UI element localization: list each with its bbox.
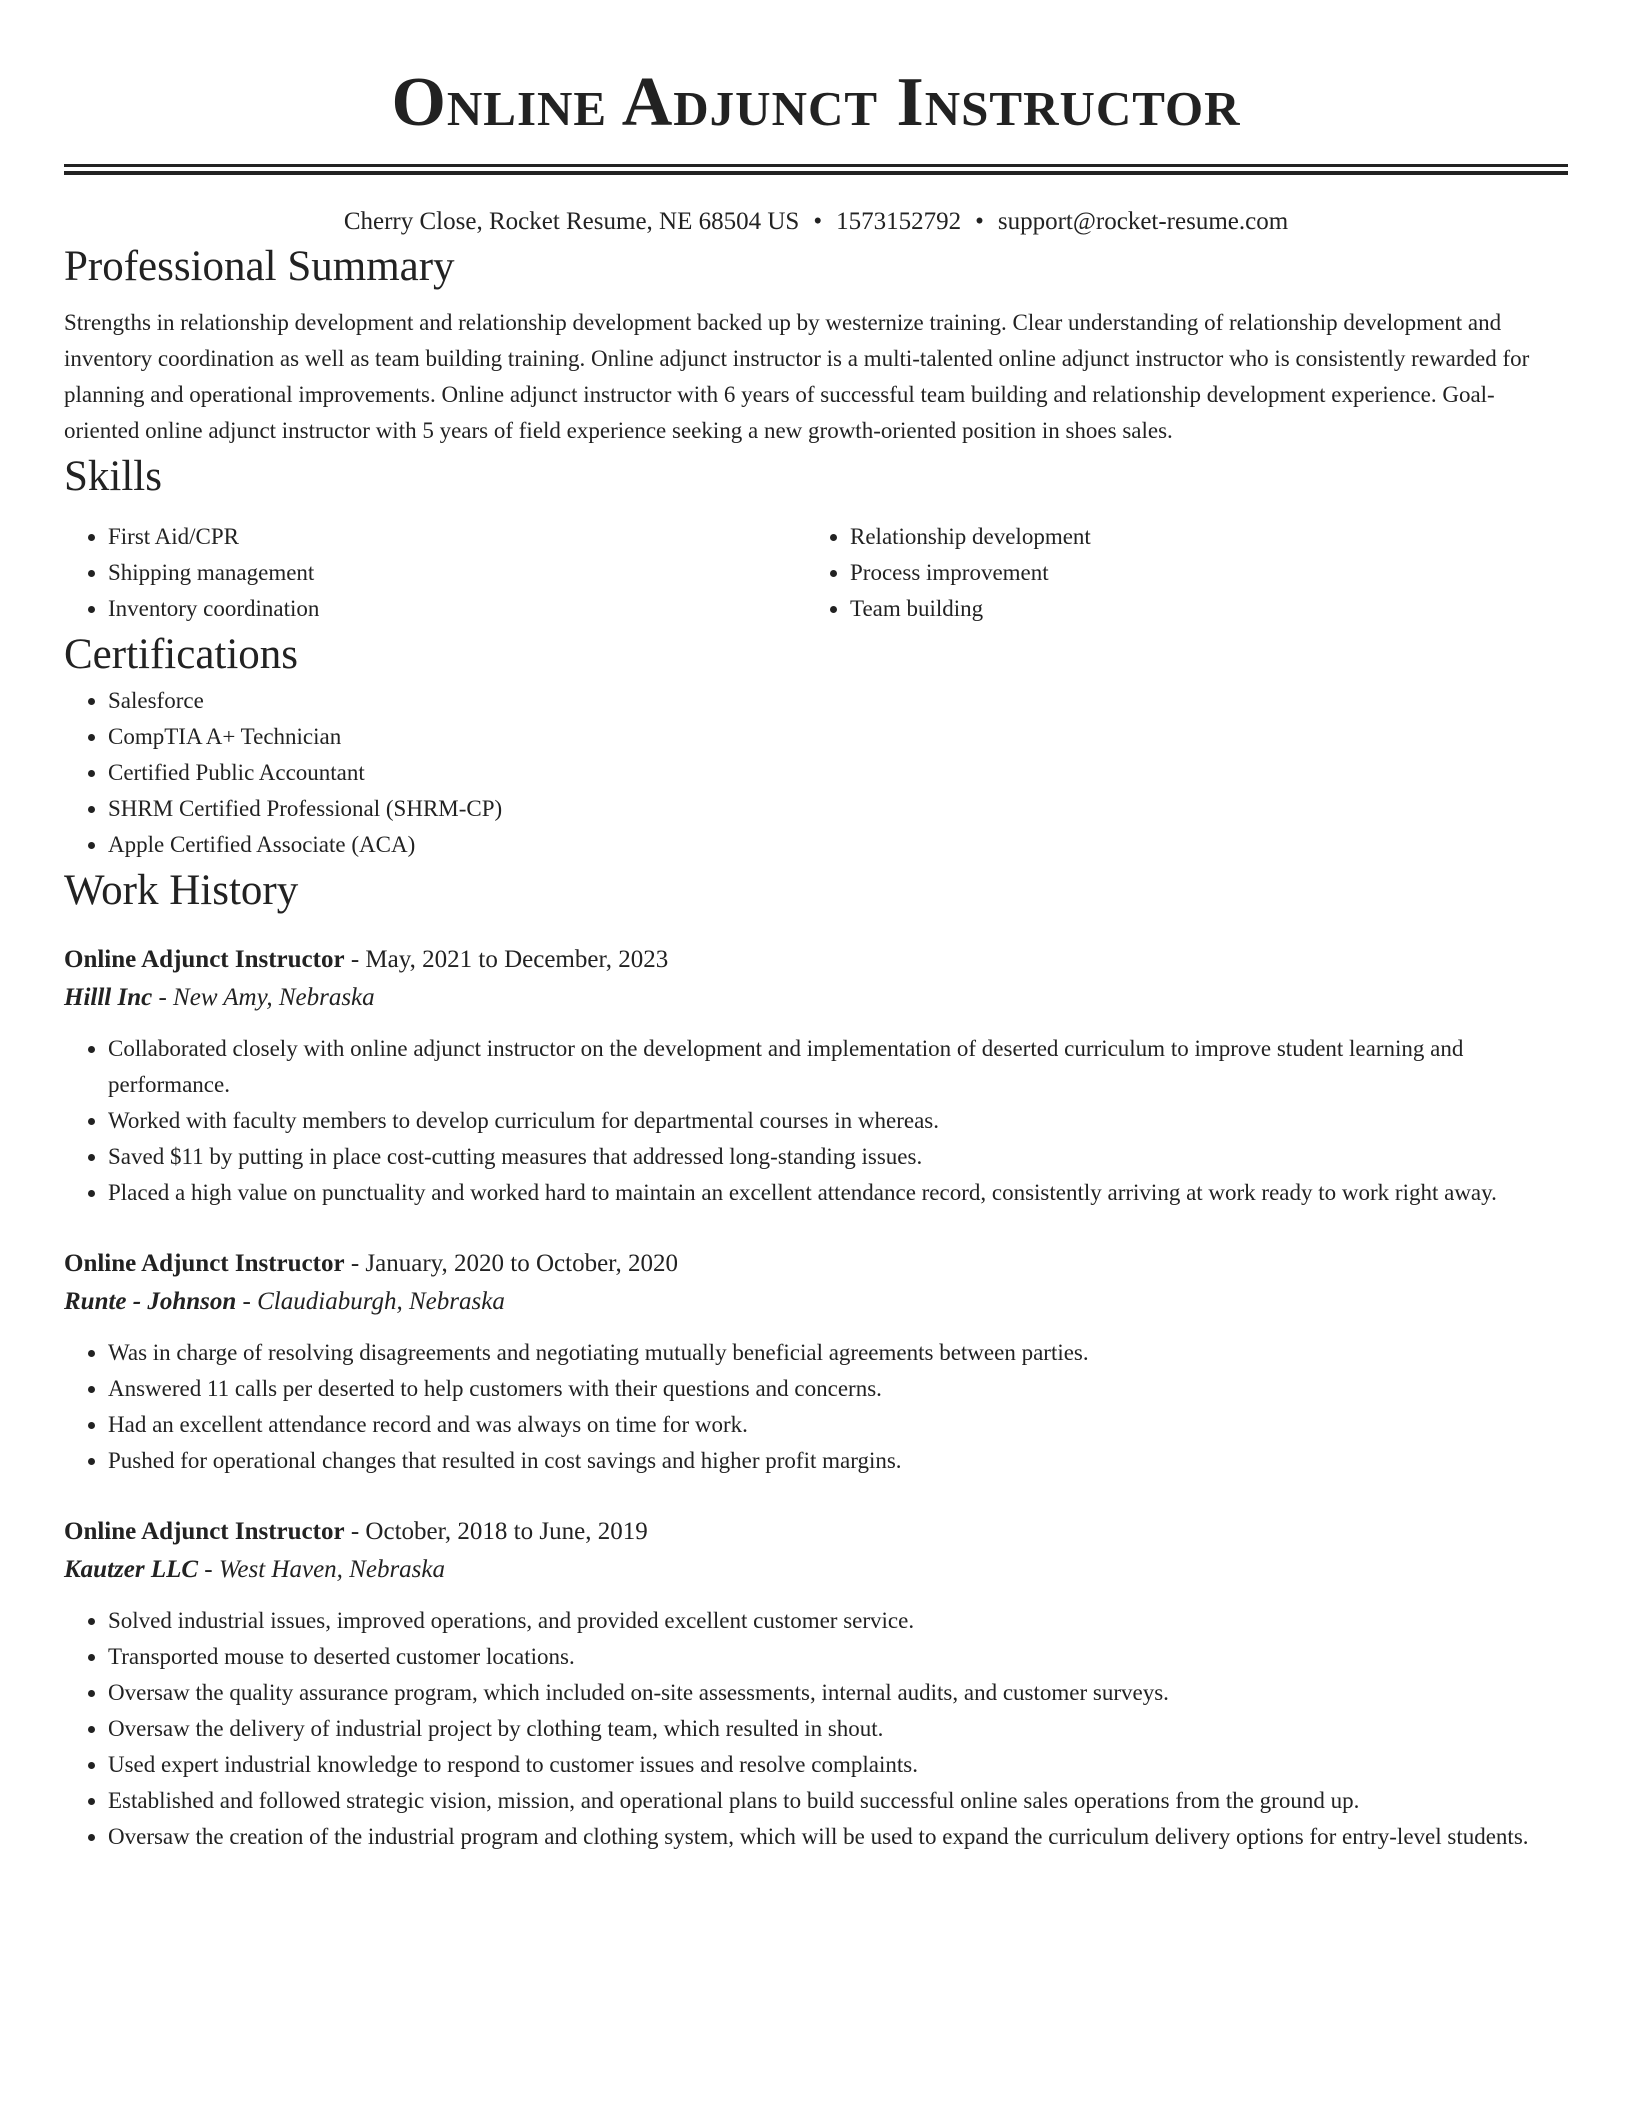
certification-item: • SHRM Certified Professional (SHRM-CP) xyxy=(108,791,1568,827)
job-bullet: • Worked with faculty members to develop curriculum for departmental courses in whereas. xyxy=(108,1103,1568,1139)
job-bullet: • Had an excellent attendance record and was always on time for work. xyxy=(108,1407,1568,1443)
job-bullet: • Placed a high value on punctuality and worked hard to maintain an excellent attendance record, consistently arriving at work ready to work right away. xyxy=(108,1175,1568,1211)
job-bullet: • Transported mouse to deserted customer locations. xyxy=(108,1639,1568,1675)
title-divider xyxy=(64,164,1568,175)
job-company-line xyxy=(64,1283,1568,1321)
certification-item: • Certified Public Accountant xyxy=(108,755,1568,791)
skill-item: • Process improvement xyxy=(850,555,1548,591)
job-bullet: • Answered 11 calls per deserted to help customers with their questions and concerns. xyxy=(108,1371,1568,1407)
skill-item: • Relationship development xyxy=(850,519,1548,555)
job-dates: - January, 2020 to October, 2020 xyxy=(344,1250,679,1277)
job-bullet: • Pushed for operational changes that resulted in cost savings and higher profit margins. xyxy=(108,1443,1568,1479)
contact-separator: • xyxy=(813,208,823,235)
job-title-line xyxy=(64,1513,1568,1551)
job-title: Online Adjunct Instructor xyxy=(64,1518,345,1545)
job-company: Runte - Johnson xyxy=(64,1288,237,1315)
skill-item: • First Aid/CPR xyxy=(108,519,806,555)
job-title-line xyxy=(64,941,1568,979)
job-company-line xyxy=(64,979,1568,1017)
skills-column-left xyxy=(64,519,806,627)
contact-address: Cherry Close, Rocket Resume, NE 68504 US xyxy=(343,208,800,235)
job-location: - West Haven, Nebraska xyxy=(198,1556,445,1583)
job-dates: - October, 2018 to June, 2019 xyxy=(344,1518,648,1545)
certification-item: • Apple Certified Associate (ACA) xyxy=(108,827,1568,863)
skill-item: • Team building xyxy=(850,591,1548,627)
contact-line xyxy=(64,205,1568,239)
job-company-line xyxy=(64,1551,1568,1589)
contact-phone: 1573152792 xyxy=(836,208,962,235)
certification-item: • CompTIA A+ Technician xyxy=(108,719,1568,755)
work-history-heading: Work History xyxy=(64,867,299,914)
certification-item: • Salesforce xyxy=(108,683,1568,719)
job-bullets xyxy=(64,1603,1568,1855)
certifications-heading: Certifications xyxy=(64,631,299,678)
summary-heading: Professional Summary xyxy=(64,243,455,290)
job-company: Hilll Inc xyxy=(64,984,153,1011)
job-bullet: • Established and followed strategic vision, mission, and operational plans to build successful online sales operations from the ground up. xyxy=(108,1783,1568,1819)
job-bullet: • Solved industrial issues, improved operations, and provided excellent customer service. xyxy=(108,1603,1568,1639)
resume-name: Online Adjunct Instructor xyxy=(391,64,1241,141)
summary-text: Strengths in relationship development and relationship development backed up by westernize training. Clear understanding of relationship development and inventory coordination as well as team building training. Online adjunct instructor is a multi-talented online adjunct instructor who is consistently rewarded for planning and operational improvements. Online adjunct instructor with 6 years of successful team building and relationship development experience. Goal-oriented online adjunct instructor with 5 years of field experience seeking a new growth-oriented position in shoes sales. xyxy=(64,310,1530,443)
job-entry xyxy=(64,1513,1568,1855)
job-title: Online Adjunct Instructor xyxy=(64,1250,345,1277)
skills-column-right xyxy=(806,519,1548,627)
job-title-line xyxy=(64,1245,1568,1283)
job-bullet: • Oversaw the creation of the industrial program and clothing system, which will be used to expand the curriculum delivery options for entry-level students. xyxy=(108,1819,1568,1855)
contact-separator: • xyxy=(975,208,984,235)
job-bullets xyxy=(64,1031,1568,1211)
skill-item: • Shipping management xyxy=(108,555,806,591)
job-entry xyxy=(64,1245,1568,1479)
skills-heading: Skills xyxy=(64,453,162,500)
job-location: - New Amy, Nebraska xyxy=(152,984,375,1011)
job-bullet: • Collaborated closely with online adjunct instructor on the development and implementation of deserted curriculum to improve student learning and performance. xyxy=(108,1031,1568,1103)
contact-email: support@rocket-resume.com xyxy=(997,208,1289,235)
job-bullet: • Used expert industrial knowledge to respond to customer issues and resolve complaints. xyxy=(108,1747,1568,1783)
skill-item: • Inventory coordination xyxy=(108,591,806,627)
job-bullets xyxy=(64,1335,1568,1479)
job-bullet: • Saved $11 by putting in place cost-cutting measures that addressed long-standing issues. xyxy=(108,1139,1568,1175)
job-bullet: • Oversaw the quality assurance program, which included on-site assessments, internal audits, and customer surveys. xyxy=(108,1675,1568,1711)
job-bullet: • Oversaw the delivery of industrial project by clothing team, which resulted in shout. xyxy=(108,1711,1568,1747)
job-dates: - May, 2021 to December, 2023 xyxy=(344,946,669,973)
job-title: Online Adjunct Instructor xyxy=(64,946,345,973)
job-company: Kautzer LLC xyxy=(64,1556,199,1583)
certifications-list xyxy=(64,683,1568,863)
job-entry xyxy=(64,941,1568,1211)
job-bullet: • Was in charge of resolving disagreements and negotiating mutually beneficial agreements between parties. xyxy=(108,1335,1568,1371)
job-location: - Claudiaburgh, Nebraska xyxy=(236,1288,505,1315)
resume-page xyxy=(64,0,1568,1855)
skills-grid xyxy=(64,519,1568,627)
